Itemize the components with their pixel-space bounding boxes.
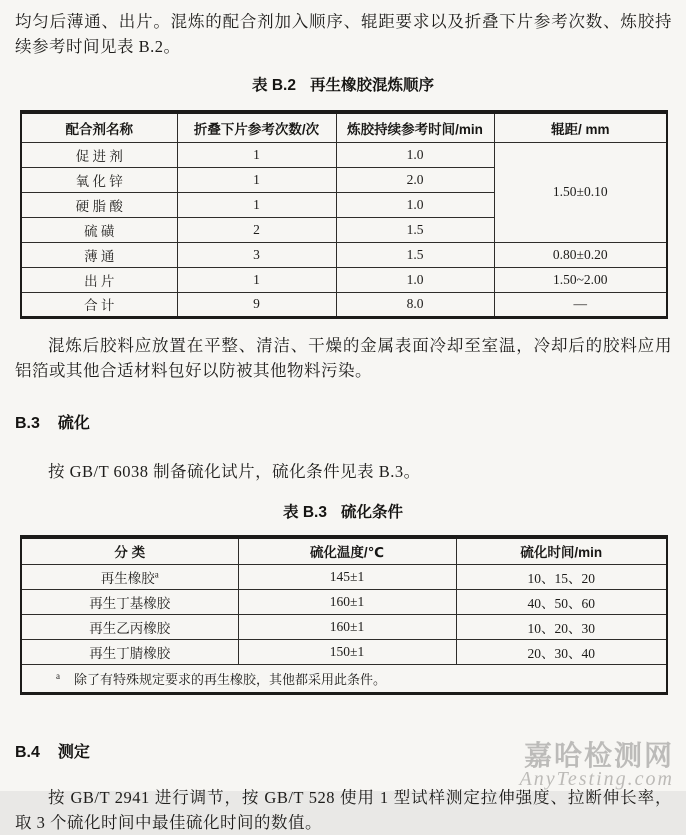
cell-time: 1.0: [336, 192, 494, 217]
cell-folds: 9: [177, 292, 336, 317]
table-b3-caption-label: 表 B.3: [283, 503, 327, 521]
heading-b3: [15, 410, 686, 433]
footnote-text: 除了有特殊规定要求的再生橡胶，其他都采用此条件。: [74, 672, 387, 687]
table-b3-caption: [0, 500, 686, 522]
table-b3-caption-title: 硫化条件: [340, 503, 403, 521]
table-b2-header-folds: 折叠下片参考次数/次: [177, 112, 336, 142]
cell-name: 出 片: [21, 267, 177, 292]
paragraph-cooling: 混炼后胶料应放置在平整、清洁、干燥的金属表面冷却至室温，冷却后的胶料应用铝箔或其他合适材料包好以防被其他物料污染。: [15, 335, 672, 380]
cell-gap: 0.80±0.20: [494, 242, 667, 267]
paragraph-intro: 均匀后薄通、出片。混炼的配合剂加入顺序、辊距要求以及折叠下片参考次数、炼胶持续参考时间见表 B.2。: [15, 12, 672, 56]
table-row: [21, 267, 667, 292]
table-row: [21, 292, 667, 317]
table-b2-caption-title: 再生橡胶混炼顺序: [309, 77, 434, 94]
cell-folds: 3: [177, 242, 336, 267]
table-b2-caption-label: 表 B.2: [252, 77, 296, 94]
table-row: [21, 565, 667, 590]
table-b3-header-temp: 硫化温度/℃: [238, 537, 456, 565]
footnote-ref: a: [154, 569, 159, 580]
cell-name: 促 进 剂: [21, 142, 177, 167]
cell-folds: 1: [177, 167, 336, 192]
cell-gap-merged: 1.50±0.10: [494, 142, 667, 242]
paragraph-b4-body: 按 GB/T 2941 进行调节，按 GB/T 528 使用 1 型试样测定拉伸强度、拉断伸长率，取 3 个硫化时间中最佳硫化时间的数值。: [15, 788, 672, 832]
watermark-cn-text: 嘉哈检测网: [523, 740, 674, 771]
table-b2-header-time: 炼胶持续参考时间/min: [336, 112, 494, 142]
cell-folds: 2: [177, 217, 336, 242]
table-b3-footnote: [21, 665, 667, 694]
cell-folds: 1: [177, 192, 336, 217]
cell-time: 40、50、60: [456, 590, 667, 615]
table-row: [21, 590, 667, 615]
heading-b4-number: B.4: [15, 744, 40, 761]
cell-class-text: 再生橡胶: [100, 571, 155, 586]
cell-time: 1.5: [336, 242, 494, 267]
table-b2-caption: [0, 73, 686, 95]
cell-time: 1.0: [336, 142, 494, 167]
table-row: [21, 665, 667, 694]
cell-temp: 150±1: [238, 640, 456, 665]
table-b2-header-gap: 辊距/ mm: [494, 112, 667, 142]
cell-temp: 145±1: [238, 565, 456, 590]
watermark-en-text: AnyTesting.com: [519, 768, 674, 790]
cell-class: 再生丁基橡胶: [21, 590, 238, 615]
table-row: [21, 640, 667, 665]
cell-gap: —: [494, 292, 667, 317]
cell-gap: 1.50~2.00: [494, 267, 667, 292]
table-b2: [20, 110, 668, 319]
cell-name: 硬 脂 酸: [21, 192, 177, 217]
cell-temp: 160±1: [238, 615, 456, 640]
cell-name: 薄 通: [21, 242, 177, 267]
cell-time: 8.0: [336, 292, 494, 317]
cell-class: 再生乙丙橡胶: [21, 615, 238, 640]
paragraph-b3-body: 按 GB/T 6038 制备硫化试片，硫化条件见表 B.3。: [48, 461, 421, 481]
table-row: [21, 615, 667, 640]
table-b2-header-name: 配合剂名称: [21, 112, 177, 142]
cell-time: 20、30、40: [456, 640, 667, 665]
heading-b4-title: 测定: [57, 744, 90, 761]
table-row: [21, 537, 667, 565]
table-row: [21, 112, 667, 142]
cell-temp: 160±1: [238, 590, 456, 615]
cell-class: 再生丁腈橡胶: [21, 640, 238, 665]
footnote-marker: a: [56, 670, 60, 681]
table-b3: [20, 535, 668, 696]
heading-b3-title: 硫化: [57, 414, 90, 432]
cell-time: 1.5: [336, 217, 494, 242]
table-b3-header-class: 分 类: [21, 537, 238, 565]
cell-folds: 1: [177, 142, 336, 167]
cell-time: 10、15、20: [456, 565, 667, 590]
cell-name: 硫 磺: [21, 217, 177, 242]
cell-class: [21, 565, 238, 590]
table-row: [21, 142, 667, 167]
heading-b4: [15, 739, 686, 762]
cell-time: 1.0: [336, 267, 494, 292]
cell-folds: 1: [177, 267, 336, 292]
heading-b3-number: B.3: [15, 414, 40, 432]
table-b3-header-time: 硫化时间/min: [456, 537, 667, 565]
cell-time: 2.0: [336, 167, 494, 192]
cell-time: 10、20、30: [456, 615, 667, 640]
table-row: [21, 242, 667, 267]
cell-name: 合 计: [21, 292, 177, 317]
cell-name: 氧 化 锌: [21, 167, 177, 192]
